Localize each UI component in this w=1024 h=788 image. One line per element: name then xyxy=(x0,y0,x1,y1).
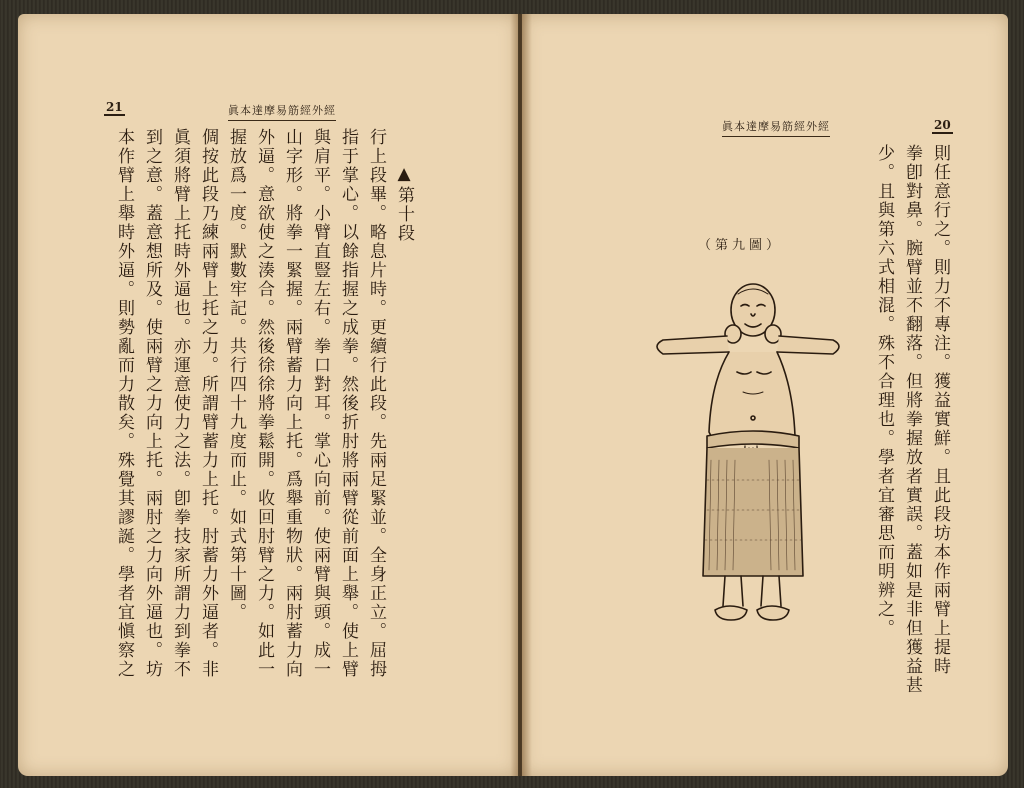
text-column: 少。且與第六式相混。殊不合理也。學者宜審思而明辨之。 xyxy=(874,144,894,638)
text-column: 握放爲一度。默數牢記。共行四十九度而止。如式第十圖。 xyxy=(226,128,246,622)
text-column: 到之意。蓋意想所及。使兩臂之力向上托。兩肘之力向外逼也。坊 xyxy=(142,128,162,679)
left-page-header: 眞本達摩易筋經外經 xyxy=(228,102,336,121)
right-page-number: 20 xyxy=(934,118,951,132)
text-column: 行上段畢。略息片時。更續行此段。先兩足緊並。全身正立。屈拇 xyxy=(366,128,386,679)
text-column: 指于掌心。以餘指握之成拳。然後折肘將兩臂從前面上舉。使上臂 xyxy=(338,128,358,679)
text-column: 倜按此段乃練兩臂上托之力。所謂臂蓄力上托。肘蓄力外逼者。非 xyxy=(198,128,218,679)
text-column: 外逼。意欲使之湊合。然後徐徐將拳鬆開。收回肘臂之力。如此一 xyxy=(254,128,274,679)
left-page-text xyxy=(110,128,418,728)
text-column: ▲第十段 xyxy=(394,164,414,243)
right-page-text xyxy=(870,144,954,704)
text-column: 則任意行之。則力不專注。獲益實鮮。且此段坊本作兩臂上提時 xyxy=(930,144,950,676)
book-gutter xyxy=(510,14,532,776)
text-column: 本作臂上舉時外逼。則勢亂而力散矣。殊覺其謬誕。學者宜愼察之 xyxy=(114,128,134,679)
text-column: 眞須將臂上托時外逼也。亦運意使力之法。卽拳技家所謂力到拳不 xyxy=(170,128,190,679)
text-column: 與肩平。小臂直豎左右。拳口對耳。掌心向前。使兩臂與頭。成一 xyxy=(310,128,330,679)
figure-caption: （第九圖） xyxy=(698,238,784,253)
text-column: 山字形。將拳一緊握。兩臂蓄力向上托。爲舉重物狀。兩肘蓄力向 xyxy=(282,128,302,679)
right-page-header: 眞本達摩易筋經外經 xyxy=(722,118,830,137)
standing-man-illustration-icon xyxy=(645,280,845,632)
text-column: 拳卽對鼻。腕臂並不翻落。但將拳握放者實誤。蓋如是非但獲益甚 xyxy=(902,144,922,695)
left-page-number: 21 xyxy=(106,100,123,114)
